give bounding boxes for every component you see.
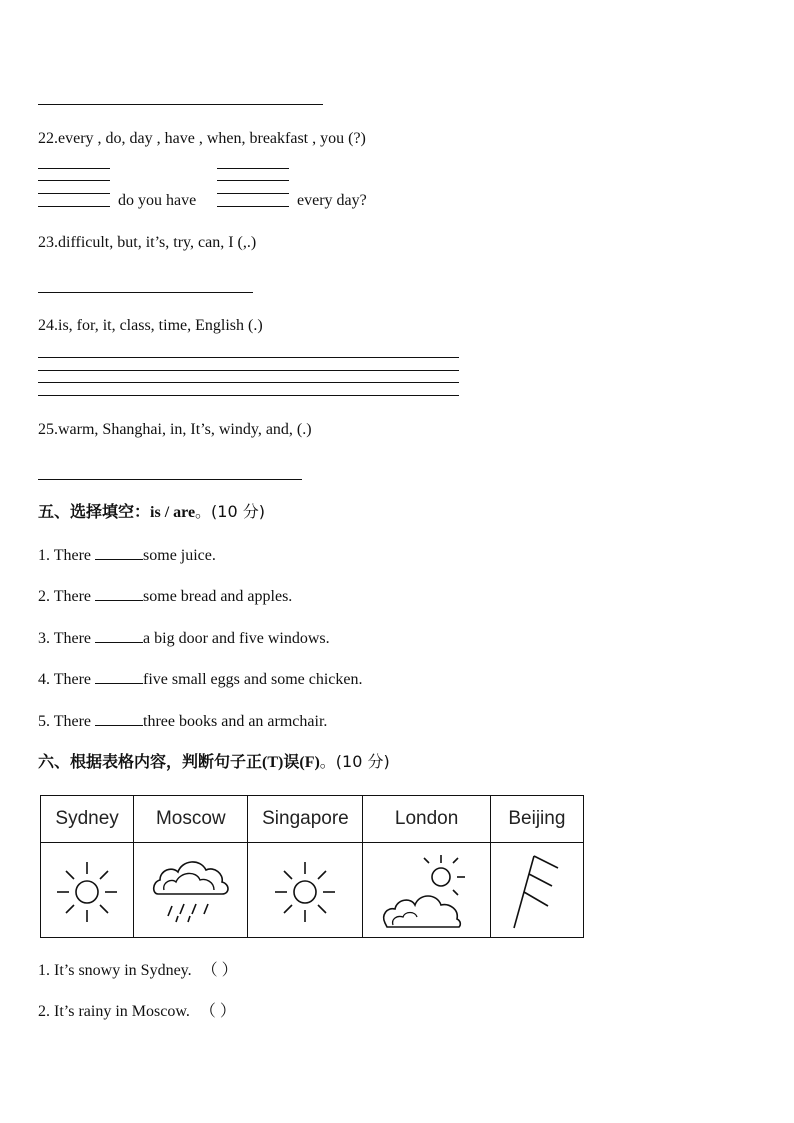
item-text: five small eggs and some chicken. [143,671,363,688]
fill-blank-2[interactable] [95,586,143,601]
question-text: 1. It’s snowy in Sydney. [38,962,192,979]
wind-flag-icon [502,848,572,932]
item-number: 5. There [38,713,92,730]
item-text: three books and an armchair. [143,713,328,730]
answer-line-21[interactable] [38,104,323,105]
q22-mid-text: do you have [118,192,197,209]
section5-title-tail: 。(10 分) [195,502,265,521]
city-moscow: Moscow [134,796,248,843]
section6-title-mid: 误 [283,752,300,771]
section6-title-tail: 。(10 分) [319,752,390,771]
fill-blank-3[interactable] [95,628,143,643]
q23-answer-line[interactable] [38,292,253,293]
q24-answer-line-2[interactable] [38,370,459,371]
question-text: 2. It’s rainy in Moscow. [38,1003,190,1020]
q24-label: 24.is, for, it, class, time, English (.) [38,317,263,334]
q22-blank-2d[interactable] [217,206,289,207]
cloudy-sun-icon [379,849,475,931]
item-number: 1. There [38,547,92,564]
sun-icon [270,850,340,930]
fill-blank-5[interactable] [95,711,143,726]
section6-title [38,752,390,773]
item-text: a big door and five windows. [143,630,330,647]
section5-item-5 [38,711,327,732]
item-number: 2. There [38,588,92,605]
q24-answer-line-1[interactable] [38,357,459,358]
section6-title-f: (F) [299,754,320,771]
answer-bracket[interactable]: （ ） [201,962,238,979]
q22-blank-1c[interactable] [38,193,110,194]
q22-blank-1b[interactable] [38,180,110,181]
answer-bracket[interactable]: （ ） [199,1003,236,1020]
item-number: 3. There [38,630,92,647]
section5-title-prefix: 五、选择填空： [38,502,151,521]
item-text: some juice. [143,547,216,564]
q22-label: 22.every , do, day , have , when, breakfast , you (?) [38,130,366,147]
sun-icon [52,850,122,930]
q22-blank-2b[interactable] [217,180,289,181]
fill-blank-4[interactable] [95,669,143,684]
q23-label: 23.difficult, but, it’s, try, can, I (,.) [38,234,257,251]
section5-title-bold: is / are [150,504,196,521]
q24-answer-line-4[interactable] [38,395,459,396]
q22-blank-2c[interactable] [217,193,289,194]
q22-blank-2a[interactable] [217,168,289,169]
item-text: some bread and apples. [143,588,293,605]
weather-table [40,795,584,938]
city-sydney: Sydney [41,796,134,843]
city-london: London [363,796,490,843]
weather-cell-sydney [41,843,134,938]
q22-blank-1a[interactable] [38,168,110,169]
city-beijing: Beijing [490,796,583,843]
q25-answer-line[interactable] [38,479,302,480]
item-number: 4. There [38,671,92,688]
section6-question-2 [38,1002,236,1022]
q25-label: 25.warm, Shanghai, in, It’s, windy, and, (.) [38,421,312,438]
q24-answer-line-3[interactable] [38,382,459,383]
section5-title [38,502,265,523]
section5-item-2 [38,586,292,607]
section5-item-1 [38,545,216,566]
rain-cloud-icon [148,850,234,930]
section6-question-1 [38,961,238,981]
weather-cell-singapore [248,843,363,938]
fill-blank-1[interactable] [95,545,143,560]
weather-cell-moscow [134,843,248,938]
city-singapore: Singapore [248,796,363,843]
weather-cell-beijing [490,843,583,938]
q22-blank-1d[interactable] [38,206,110,207]
weather-cell-london [363,843,490,938]
section5-item-4 [38,669,363,690]
section5-item-3 [38,628,330,649]
section6-title-t: (T) [262,754,284,771]
q22-end-text: every day? [297,192,367,209]
section6-title-prefix: 六、根据表格内容，判断句子正 [38,752,263,771]
